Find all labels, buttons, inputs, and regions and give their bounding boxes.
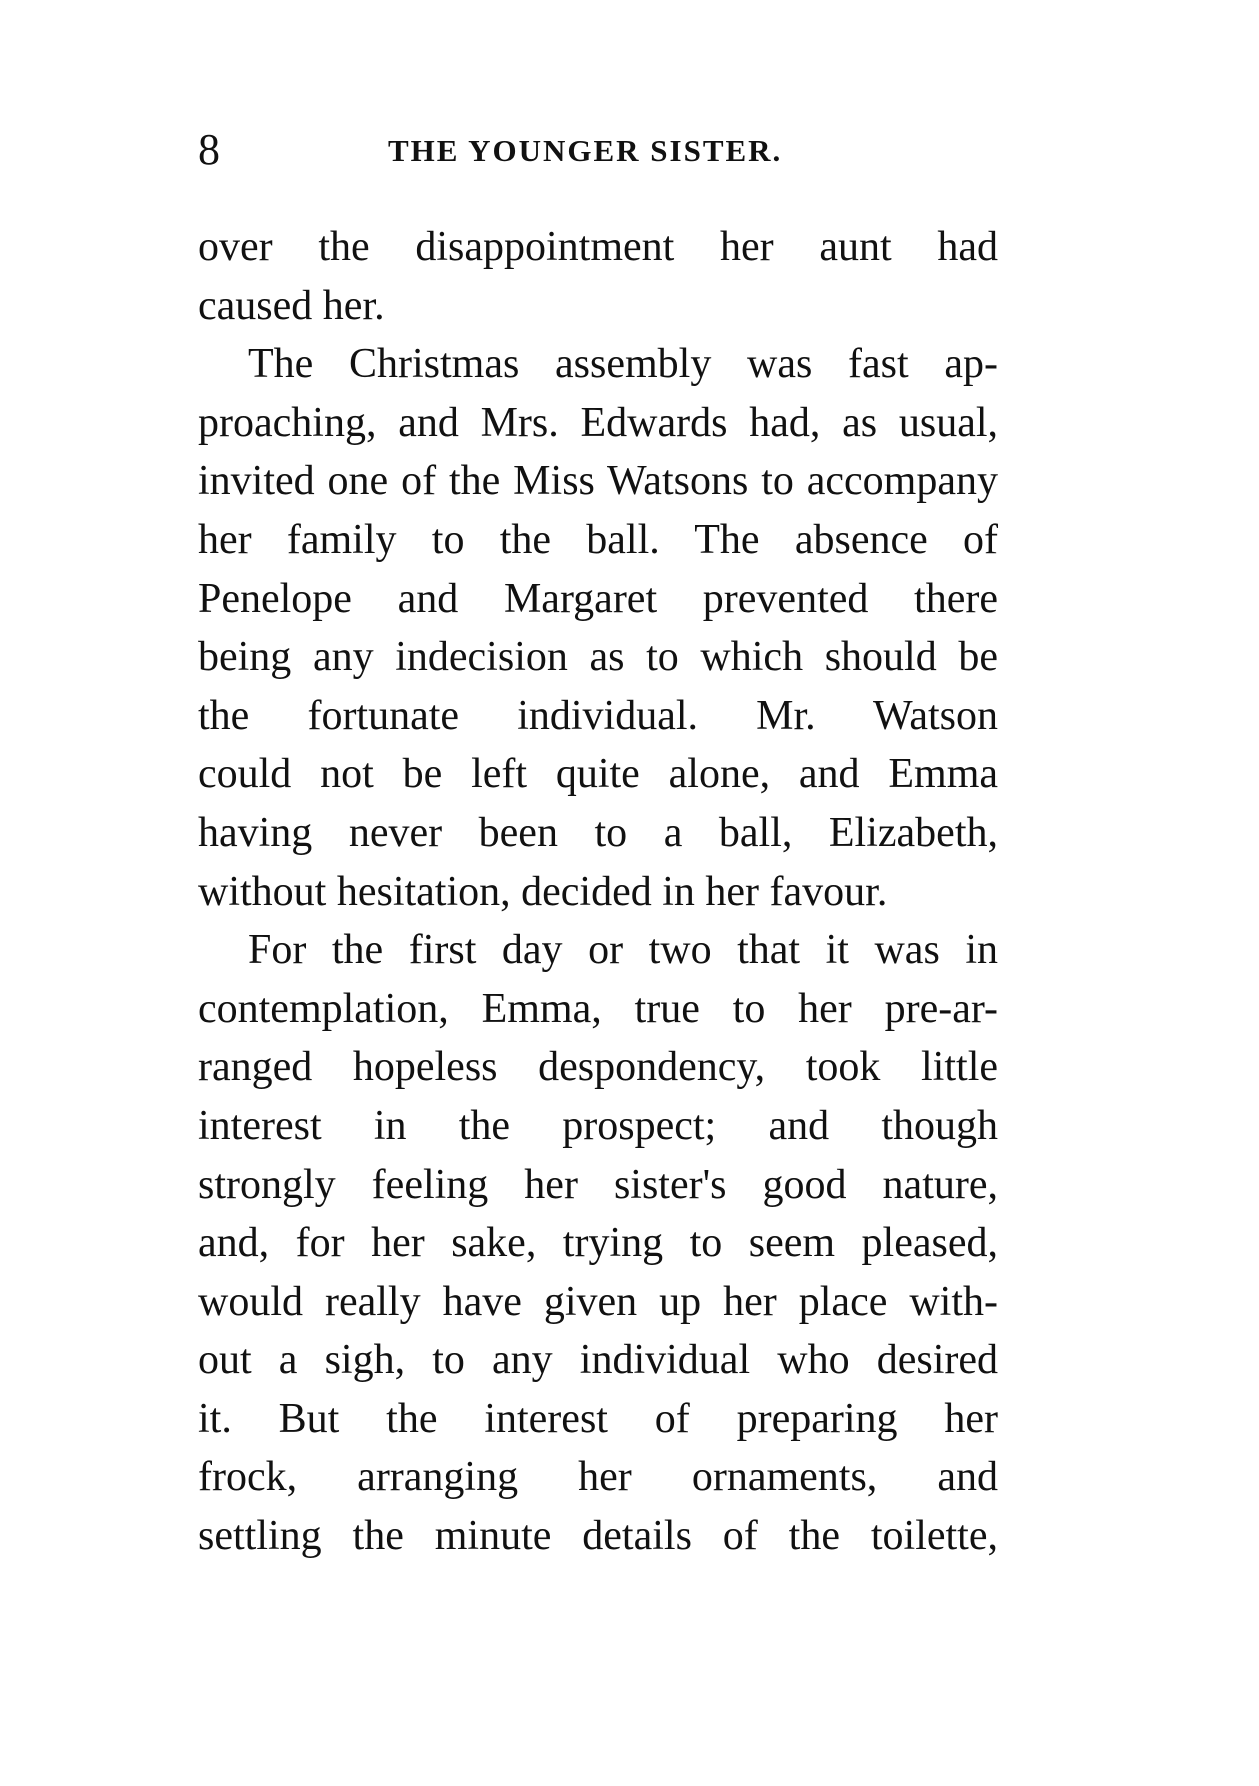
text-line: and, for her sake, trying to seem pleased, — [198, 1220, 998, 1267]
text-line: being any indecision as to which should be — [198, 634, 998, 681]
text-line: caused her. — [198, 282, 385, 329]
paragraph — [198, 921, 998, 1566]
text-line: proaching, and Mrs. Edwards had, as usual, — [198, 399, 998, 446]
paragraph — [198, 335, 998, 921]
text-line: ranged hopeless despondency, took little — [198, 1044, 998, 1091]
text-line: contemplation, Emma, true to her pre-ar- — [198, 985, 998, 1032]
text-line: her family to the ball. The absence of — [198, 516, 998, 563]
text-line: frock, arranging her ornaments, and — [198, 1454, 998, 1501]
text-line: strongly feeling her sister's good nature, — [198, 1161, 998, 1208]
text-line: would really have given up her place with- — [198, 1278, 998, 1325]
text-line: interest in the prospect; and though — [198, 1102, 998, 1149]
text-line: the fortunate individual. Mr. Watson — [198, 692, 998, 739]
text-line: having never been to a ball, Elizabeth, — [198, 809, 998, 856]
body-text — [198, 218, 998, 1566]
page-number: 8 — [198, 125, 220, 174]
text-line: For the first day or two that it was in — [248, 927, 998, 974]
text-line: could not be left quite alone, and Emma — [198, 751, 998, 798]
running-head — [198, 118, 998, 178]
text-line: over the disappointment her aunt had — [198, 224, 998, 270]
text-line: Penelope and Margaret prevented there — [198, 575, 998, 622]
text-line: settling the minute details of the toilette, — [198, 1513, 998, 1560]
text-line: out a sigh, to any individual who desired — [198, 1337, 998, 1384]
text-line: The Christmas assembly was fast ap- — [248, 341, 998, 388]
paragraph — [198, 218, 998, 335]
text-line: without hesitation, decided in her favour. — [198, 868, 888, 915]
text-line: it. But the interest of preparing her — [198, 1395, 998, 1442]
text-line: invited one of the Miss Watsons to accompany — [198, 458, 998, 505]
running-title: THE YOUNGER SISTER. — [388, 133, 783, 168]
